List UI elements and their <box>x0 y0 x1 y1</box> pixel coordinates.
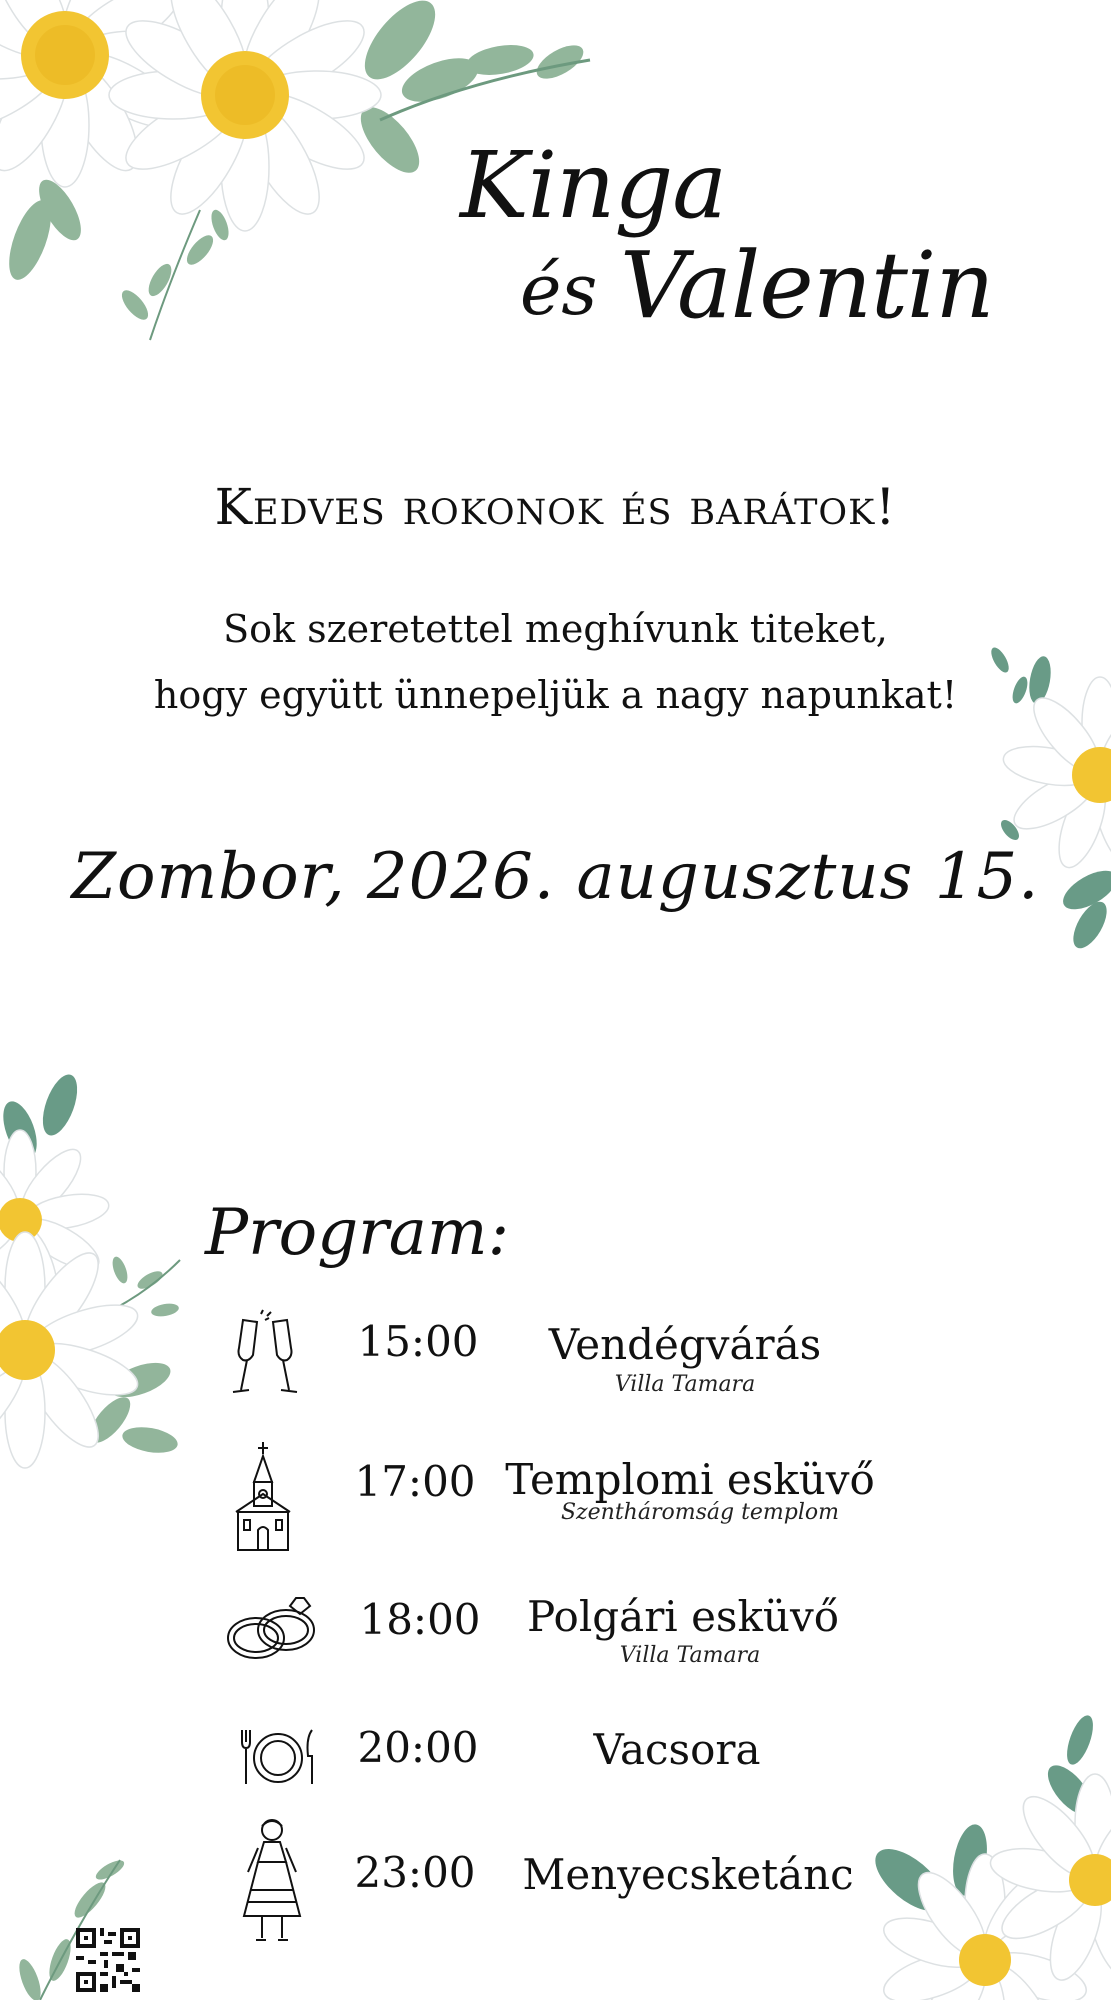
bride-name: Kinga <box>460 132 727 239</box>
folk-dancer-icon <box>240 1818 304 1943</box>
program-event-2: Templomi esküvő <box>505 1455 875 1504</box>
church-icon <box>232 1442 294 1552</box>
program-title: Program: <box>205 1196 510 1270</box>
invitation-message-line2: hogy együtt ünnepeljük a nagy napunkat! <box>153 673 958 717</box>
rings-icon <box>224 1596 324 1666</box>
program-place-2: Szentháromság templom <box>560 1500 840 1525</box>
program-time-3: 18:00 <box>359 1595 481 1644</box>
flowers-left-middle <box>0 1080 200 1480</box>
program-event-5: Menyecsketánc <box>522 1850 854 1899</box>
program-time-1: 15:00 <box>357 1317 479 1366</box>
names-conjunction: és <box>520 249 598 331</box>
program-place-1: Villa Tamara <box>614 1372 756 1397</box>
plate-cutlery-icon <box>238 1728 318 1788</box>
greeting-heading: Kedves rokonok és barátok! <box>214 478 897 536</box>
groom-name: Valentin <box>620 232 994 339</box>
program-event-4: Vacsora <box>593 1725 761 1774</box>
qr-code[interactable] <box>76 1928 140 1992</box>
program-time-5: 23:00 <box>354 1848 476 1897</box>
wedding-date: Zombor, 2026. augusztus 15. <box>71 840 1040 914</box>
champagne-glasses-icon <box>225 1310 305 1400</box>
program-time-2: 17:00 <box>354 1457 476 1506</box>
program-time-4: 20:00 <box>357 1723 479 1772</box>
program-place-3: Villa Tamara <box>619 1643 761 1668</box>
invitation-message-line1: Sok szeretettel meghívunk titeket, <box>223 607 888 651</box>
program-event-3: Polgári esküvő <box>527 1592 839 1641</box>
program-event-1: Vendégvárás <box>548 1320 822 1369</box>
